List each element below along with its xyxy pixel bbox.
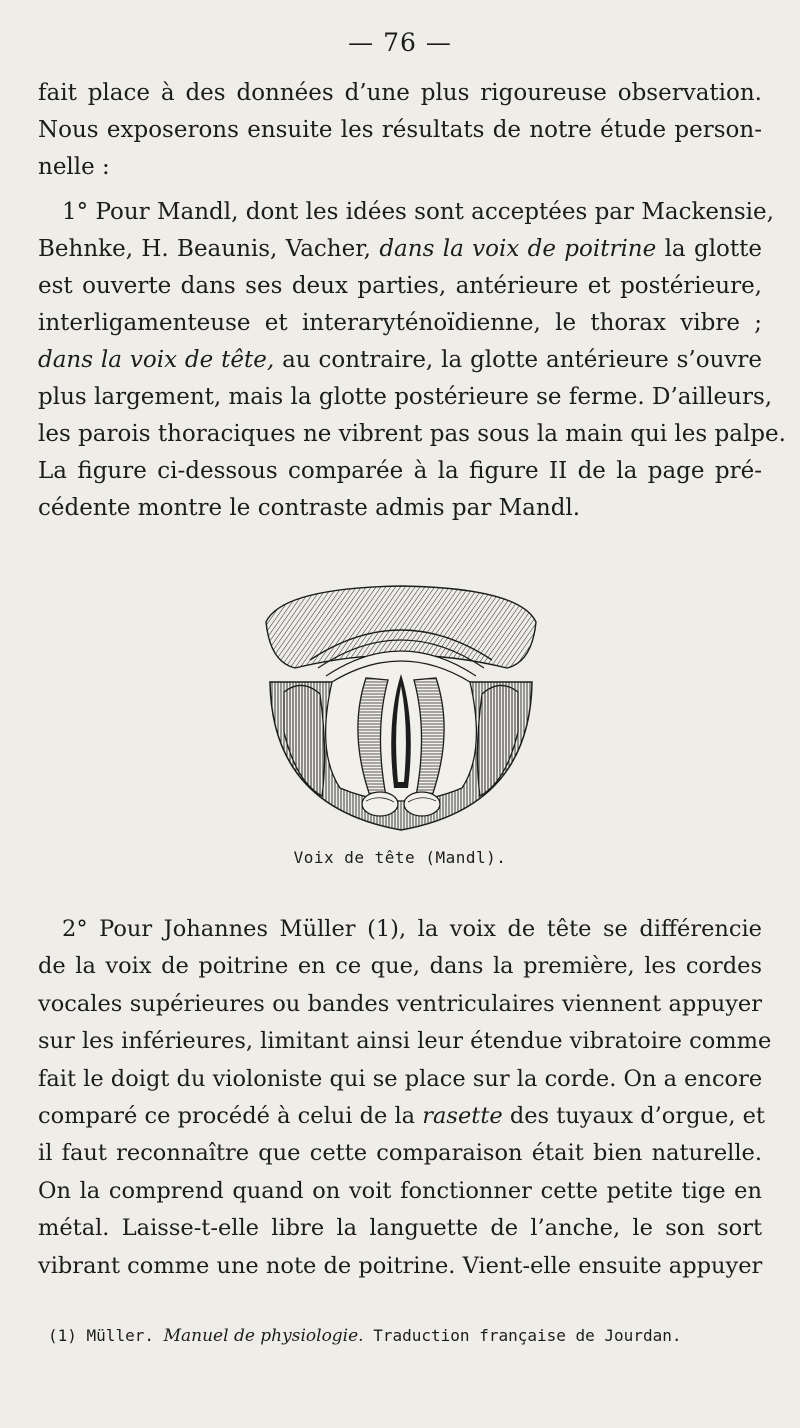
paragraph-mandl	[38, 194, 786, 527]
text-line: fait place à des données d’une plus rigoureuse observation.	[38, 80, 762, 106]
text-line: de la voix de poitrine en ce que, dans la première, les cordes	[38, 953, 762, 980]
footnote-marker: (1)	[48, 1326, 77, 1345]
text-line: cédente montre le contraste admis par Mandl.	[38, 495, 581, 521]
italic-run: rasette	[422, 1102, 503, 1129]
figure-caption: Voix de tête (Mandl).	[293, 848, 507, 867]
footnote-author: Müller.	[76, 1326, 164, 1345]
italic-run: dans la voix de tête,	[38, 347, 275, 373]
larynx-illustration	[262, 582, 540, 834]
text-line: nelle :	[38, 154, 110, 180]
text-run: au contraire, la glotte antérieure s’ouvre	[274, 347, 763, 373]
footnote	[48, 1326, 768, 1346]
text-line: La figure ci-dessous comparée à la figure II de la page pré-	[38, 458, 762, 484]
text-line: fait le doigt du violoniste qui se place sur la corde. On a encore	[38, 1065, 763, 1092]
text-line: On la comprend quand on voit fonctionner cette petite tige en	[38, 1177, 762, 1204]
text-run: la glotte	[656, 236, 762, 262]
footnote-text: Traduction française de Jourdan.	[363, 1326, 682, 1345]
text-line: 1° Pour Mandl, dont les idées sont acceptées par Mackensie,	[62, 199, 774, 225]
text-line: les parois thoraciques ne vibrent pas sous la main qui les palpe.	[38, 421, 786, 447]
text-line: 2° Pour Johannes Müller (1), la voix de tête se différencie	[62, 916, 762, 942]
text-run: Behnke, H. Beaunis, Vacher,	[38, 236, 380, 262]
text-line: vocales supérieures ou bandes ventriculaires viennent appuyer	[38, 990, 762, 1017]
paragraph-muller	[38, 911, 772, 1285]
text-line: Nous exposerons ensuite les résultats de notre étude person-	[38, 117, 762, 143]
text-line: sur les inférieures, limitant ainsi leur étendue vibratoire comme	[38, 1028, 772, 1055]
text-line: il faut reconnaître que cette comparaison était bien naturelle.	[38, 1140, 762, 1167]
text-line	[38, 342, 762, 379]
text-line: interligamenteuse et interaryténoïdienne, le thorax vibre ;	[38, 310, 762, 336]
text-line: plus largement, mais la glotte postérieure se ferme. D’ailleurs,	[38, 384, 773, 410]
larynx-engraving	[262, 582, 540, 834]
text-run: des tuyaux d’orgue, et	[502, 1102, 765, 1129]
paragraph-intro	[38, 75, 762, 186]
text-run: comparé ce procédé à celui de la	[38, 1102, 423, 1129]
text-line	[38, 1098, 765, 1135]
text-line: métal. Laisse-t-elle libre la languette de l’anche, le son sort	[38, 1215, 762, 1242]
text-line: est ouverte dans ses deux parties, antérieure et postérieure,	[38, 273, 762, 299]
page-number: — 76 —	[348, 28, 452, 57]
text-line: vibrant comme une note de poitrine. Vient-elle ensuite appuyer	[38, 1252, 763, 1279]
footnote-title: Manuel de physiologie.	[163, 1326, 364, 1346]
text-line	[38, 231, 762, 268]
italic-run: dans la voix de poitrine	[379, 236, 657, 262]
